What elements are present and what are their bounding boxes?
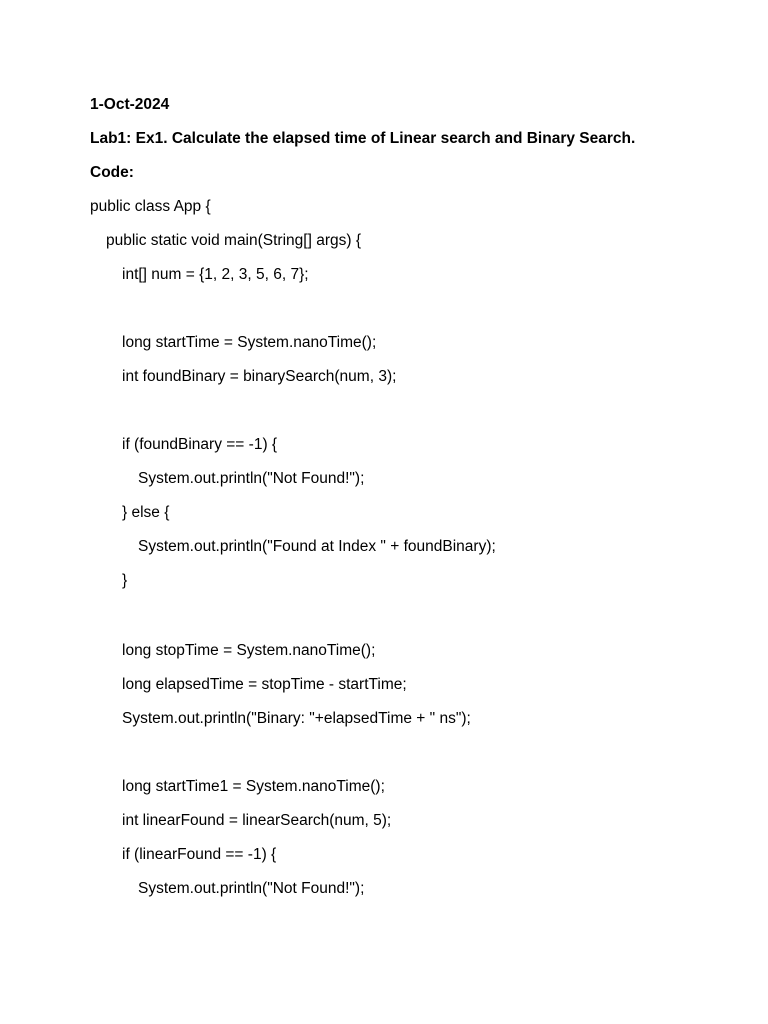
code-line: int foundBinary = binarySearch(num, 3); [122, 368, 397, 385]
code-line: System.out.println("Not Found!"); [138, 470, 365, 487]
code-line: if (foundBinary == -1) { [122, 436, 278, 453]
code-line: long stopTime = System.nanoTime(); [122, 642, 376, 659]
code-line: if (linearFound == -1) { [122, 846, 277, 863]
code-line: System.out.println("Found at Index " + foundBinary); [138, 538, 496, 555]
code-line: } [122, 572, 128, 589]
code-line: long elapsedTime = stopTime - startTime; [122, 676, 407, 693]
code-line: int[] num = {1, 2, 3, 5, 6, 7}; [122, 266, 309, 283]
code-line: System.out.println("Binary: "+elapsedTime + " ns"); [122, 710, 471, 727]
code-line: public class App { [90, 198, 211, 215]
code-line: System.out.println("Not Found!"); [138, 880, 365, 897]
code-line: long startTime1 = System.nanoTime(); [122, 778, 385, 795]
document-heading: Lab1: Ex1. Calculate the elapsed time of Linear search and Binary Search. [90, 130, 636, 147]
code-line: long startTime = System.nanoTime(); [122, 334, 377, 351]
code-label: Code: [90, 164, 134, 181]
document-date: 1-Oct-2024 [90, 96, 170, 113]
code-line: } else { [122, 504, 170, 521]
code-line: int linearFound = linearSearch(num, 5); [122, 812, 392, 829]
code-line: public static void main(String[] args) { [106, 232, 361, 249]
